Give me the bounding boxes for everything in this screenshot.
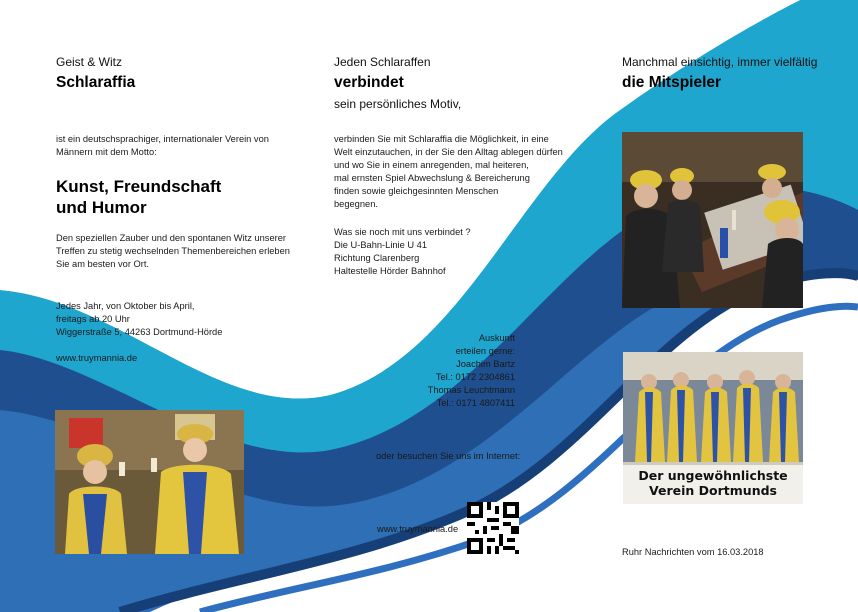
middle-title: verbindet (334, 74, 404, 91)
motto-line-1: Kunst, Freundschaft (56, 177, 222, 196)
gathering-photo (622, 132, 803, 308)
left-body-line-2: Treffen zu stetig wechselnden Themenbereichen erleben (56, 246, 290, 256)
middle-kicker: Jeden Schlaraffen (334, 55, 431, 69)
contact-line-1: Auskunft (478, 333, 515, 343)
left-body-line-3: Sie am besten vor Ort. (56, 259, 150, 269)
middle-body-line-6: begegnen. (334, 199, 378, 209)
contact-line-6: Tel.: 0171 4807411 (436, 398, 515, 408)
contact-line-2: erteilen gerne: (455, 346, 515, 356)
left-website-link[interactable]: www.truymannia.de (56, 353, 138, 363)
right-title: die Mitspieler (622, 74, 722, 91)
schedule-line-3: Wiggerstraße 5, 44263 Dortmund-Hörde (56, 327, 223, 337)
middle-subtitle: sein persönliches Motiv, (334, 97, 462, 111)
qr-code[interactable] (467, 502, 519, 554)
schedule-line-1: Jedes Jahr, von Oktober bis April, (56, 301, 195, 311)
left-intro-line-2: Männern mit dem Motto: (56, 147, 157, 157)
internet-label: oder besuchen Sie uns im Internet: (376, 451, 521, 461)
clipping-headline-line-1: Der ungewöhnlichste (638, 468, 788, 483)
left-body-line-1: Den speziellen Zauber und den spontanen Witz unserer (56, 233, 286, 243)
middle-body-line-2: Welt einzutauchen, in der Sie den Alltag ablegen dürfen (334, 147, 563, 157)
toast-photo (55, 410, 244, 554)
newspaper-clipping (623, 352, 803, 504)
contact-line-3: Joachim Bartz (456, 359, 515, 369)
left-title: Schlaraffia (56, 74, 136, 91)
motto-line-2: und Humor (56, 198, 147, 217)
route-line-2: Die U-Bahn-Linie U 41 (334, 240, 428, 250)
clipping-headline (623, 468, 803, 498)
contact-line-4: Tel.: 0172 2304861 (435, 372, 515, 382)
middle-body-line-4: mal ernsten Spiel Abwechslung & Bereicherung (334, 173, 530, 183)
route-line-3: Richtung Clarenberg (334, 253, 420, 263)
contact-block (390, 332, 515, 410)
middle-body-line-3: und wo Sie in einem anregenden, mal heiteren, (334, 160, 529, 170)
contact-line-5: Thomas Leuchtmann (427, 385, 515, 395)
middle-body-line-5: finden sowie gleichgesinnten Menschen (334, 186, 499, 196)
clipping-caption-strip (623, 462, 803, 465)
right-kicker: Manchmal einsichtig, immer vielfältig (622, 55, 818, 69)
route-line-4: Haltestelle Hörder Bahnhof (334, 266, 446, 276)
clipping-source: Ruhr Nachrichten vom 16.03.2018 (622, 547, 764, 557)
left-kicker: Geist & Witz (56, 55, 123, 69)
route-line-1: Was sie noch mit uns verbindet ? (334, 227, 471, 237)
middle-website-link[interactable]: www.truymannia.de (377, 524, 459, 534)
middle-body-line-1: verbinden Sie mit Schlaraffia die Möglichkeit, in eine (334, 134, 549, 144)
clipping-headline-line-2: Verein Dortmunds (649, 483, 777, 498)
schedule-line-2: freitags ab 20 Uhr (56, 314, 130, 324)
left-intro-line-1: ist ein deutschsprachiger, internationaler Verein von (56, 134, 269, 144)
